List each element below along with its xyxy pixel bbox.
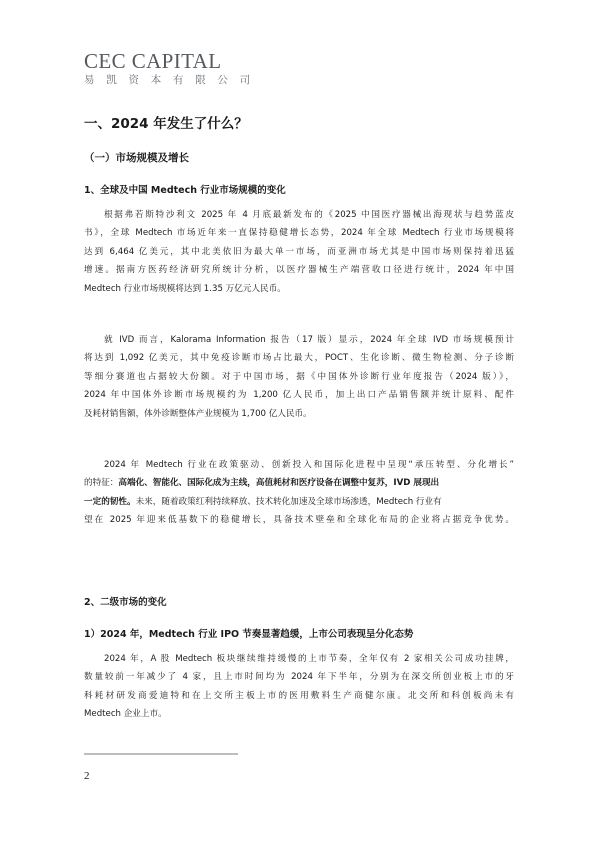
heading-secondary-market: 2、二级市场的变化 (84, 597, 167, 608)
text-line (84, 474, 514, 492)
text-line: 2024 年中国体外诊断市场规模约为 1,200 亿人民币，加上出口产品销售额并统计原料、配件 (84, 390, 514, 401)
paragraph-global-market (84, 206, 514, 298)
footer-divider (84, 753, 238, 755)
text-highlight: 一定的韧性。 (84, 496, 136, 507)
text-line: Medtech 企业上市。 (84, 709, 167, 720)
text-line: 就 IVD 而言，Kalorama Information 报告（17 版）显示，2024 年全球 IVD 市场规模预计 (104, 335, 514, 345)
text-line: 达到 6,464 亿美元，其中北美依旧为最大单一市场，而亚洲市场尤其是中国市场则保持着迅猛 (84, 246, 514, 257)
text-normal: 未来，随着政策红利持续释放、技术转化加速及全球市场渗透，Medtech 行业有 (135, 496, 442, 507)
paragraph-ipo (84, 650, 514, 724)
heading-ipo-pace: 1）2024 年，Medtech 行业 IPO 节奏显著趋缓，上市公司表现呈分化态势 (84, 629, 414, 640)
heading-global-market: 1、全球及中国 Medtech 行业市场规模的变化 (84, 185, 286, 196)
paragraph-ivd-market (84, 331, 514, 423)
text-line: 增速。据南方医药经济研究所统计分析，以医疗器械生产端营收口径进行统计，2024 年中国 (84, 265, 514, 276)
text-line: Medtech 行业市场规模将达到 1.35 万亿元人民币。 (84, 283, 286, 294)
subsection-heading-market: （一）市场规模及增长 (84, 152, 189, 164)
text-line: 望在 2025 年迎来低基数下的稳健增长，具备技术壁垒和全球化布局的企业将占据竞争优势。 (84, 515, 514, 526)
text-line: 根据弗若斯特沙利文 2025 年 4 月底最新发布的《2025 中国医疗器械出海现状与趋势蓝皮 (104, 210, 514, 220)
text-line: 2024 年 Medtech 行业在政策驱动、创新投入和国际化进程中呈现“承压转型、分化增长” (104, 460, 514, 470)
text-line: 等细分赛道也占据较大份额。对于中国市场，据《中国体外诊断行业年度报告（2024 版）》， (84, 371, 514, 382)
text-normal: 的特征： (84, 478, 119, 489)
paragraph-industry-trend (84, 456, 514, 530)
text-highlight: 高端化、智能化、国际化成为主线，高值耗材和医疗设备在调整中复苏，IVD 展现出 (118, 478, 440, 489)
logo-english: CEC CAPITAL (84, 49, 222, 73)
page-number: 2 (84, 770, 90, 782)
logo-chinese: 易 凯 资 本 有 限 公 司 (84, 74, 255, 86)
section-heading: 一、2024 年发生了什么？ (84, 116, 248, 132)
text-line: 及耗材销售额，体外诊断整体产业规模为 1,700 亿人民币。 (84, 408, 312, 419)
text-line: 书》，全球 Medtech 市场近年来一直保持稳健增长态势，2024 年全球 Medtech 行业市场规模将 (84, 228, 514, 239)
text-line: 将达到 1,092 亿美元，其中免疫诊断市场占比最大，POCT、生化诊断、微生物检测、分子诊断 (84, 353, 514, 364)
text-line: 数量较前一年减少了 4 家，且上市时间均为 2024 年下半年，分别为在深交所创业板上市的牙 (84, 672, 514, 683)
text-line: 2024 年，A 股 Medtech 板块继续维持缓慢的上市节奏，全年仅有 2 家相关公司成功挂牌， (104, 654, 514, 664)
company-logo (84, 50, 254, 87)
text-line (84, 493, 514, 511)
text-line: 科耗材研发商爱迪特和在上交所主板上市的医用敷料生产商健尔康。北交所和科创板尚未有 (84, 690, 514, 701)
